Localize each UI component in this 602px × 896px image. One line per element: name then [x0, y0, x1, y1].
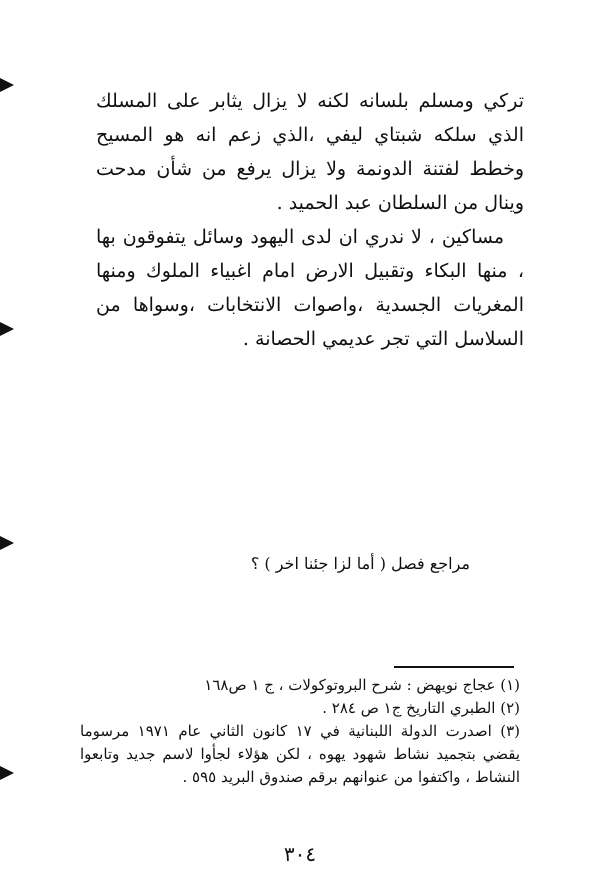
footnote-1: (١) عجاج نويهض : شرح البروتوكولات ، ج ١ ص١٦٨ [204, 676, 520, 694]
page-edge-mark-lower [0, 536, 14, 550]
footnotes [80, 674, 520, 789]
footnote-separator-line [394, 666, 514, 668]
page-edge-mark-bottom [0, 766, 14, 780]
body-text [96, 84, 524, 356]
page-number: ٣٠٤ [283, 842, 317, 866]
body-paragraph-2: مساكين ، لا ندري ان لدى اليهود وسائل يتفوقون بها ، منها البكاء وتقبيل الارض امام اغبياء الملوك ومنها المغريات الجسدية ،واصوات الانتخابات ،وسواها من السلاسل التي تجر عديمي الحصانة . [96, 226, 524, 350]
footnote-3: (٣) اصدرت الدولة اللبنانية في ١٧ كانون الثاني عام ١٩٧١ مرسوما يقضي بتجميد نشاط شهود يهوه ، لكن هؤلاء لجأوا لاسم جديد وتابعوا النشاط ، واكتفوا من عنوانهم برقم صندوق البريد ٥٩٥ . [80, 722, 520, 786]
references-heading: مراجع فصل ( أما لزا جئنا اخر ) ؟ [250, 554, 470, 573]
footnote-2: (٢) الطبري التاريخ ج١ ص ٢٨٤ . [322, 699, 520, 717]
body-paragraph-1: تركي ومسلم بلسانه لكنه لا يزال يثابر على المسلك الذي سلكه شبتاي ليفي ،الذي زعم انه هو المسيح وخطط لفتنة الدونمة ولا يزال يرفع من شأن مدحت وينال من السلطان عبد الحميد . [96, 90, 524, 214]
page-edge-mark-middle [0, 322, 14, 336]
page-edge-mark-top [0, 78, 14, 92]
